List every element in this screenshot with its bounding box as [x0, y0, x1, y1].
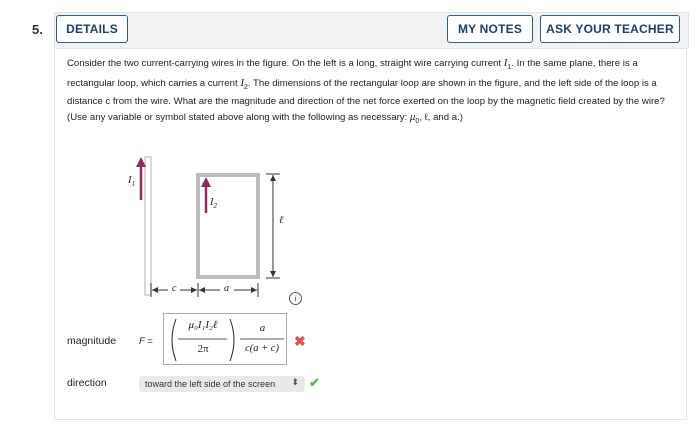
expr-denominator-right: c(a + c)	[245, 343, 279, 354]
magnitude-answer-input[interactable]	[163, 313, 287, 365]
question-text: Consider the two current-carrying wires in the figure. On the left is a long, straight wire carrying current $I_1$. In the same plane, there is a rectangular loop, which carries a current $I_2$. The dimensions of the rectangular loop are shown in the figure, and the left side of the loop is a distance c from the wire. What are the magnitude and direction of the net force exerted on the loop by the magnetic field created by the wire? (Use any variable or symbol stated above along with the following as necessary: $\mu_0$, ℓ, and a.)	[67, 57, 665, 125]
question-number: 5.	[32, 22, 43, 37]
label-I1: $I_1$	[128, 175, 135, 189]
dimension-l-arrow-top	[270, 175, 276, 181]
direction-label: direction	[67, 377, 107, 389]
straight-wire	[145, 157, 151, 295]
F-equals-label: F =	[139, 336, 153, 347]
details-button[interactable]: DETAILS	[56, 15, 128, 43]
dimension-l-arrow-bottom	[270, 271, 276, 277]
my-notes-button[interactable]: MY NOTES	[447, 15, 533, 43]
direction-select[interactable]	[139, 376, 305, 392]
correct-icon: ✔	[309, 375, 320, 390]
magnitude-label: magnitude	[67, 335, 117, 347]
label-a: a	[224, 283, 229, 294]
ask-your-teacher-button[interactable]: ASK YOUR TEACHER	[540, 15, 680, 43]
info-icon[interactable]: i	[289, 292, 302, 305]
expr-denominator-left: 2π	[197, 343, 209, 355]
label-l: ℓ	[279, 215, 284, 226]
dimension-a-arrow-left	[199, 287, 205, 293]
expr-numerator-right: a	[259, 322, 266, 334]
direction-select-value: toward the left side of the screen	[145, 379, 276, 389]
dimension-a-arrow-right	[251, 287, 257, 293]
chevron-updown-icon: ⬍	[291, 377, 299, 387]
dimension-c-arrow-right	[191, 287, 197, 293]
dimension-c-arrow-left	[152, 287, 158, 293]
label-c: c	[172, 283, 177, 294]
label-I2: $I_2$	[210, 197, 217, 211]
incorrect-icon: ✖	[294, 333, 306, 349]
wire-loop-figure	[120, 155, 320, 305]
expr-numerator-left: μ₀I₁I₂ℓ	[188, 319, 218, 331]
